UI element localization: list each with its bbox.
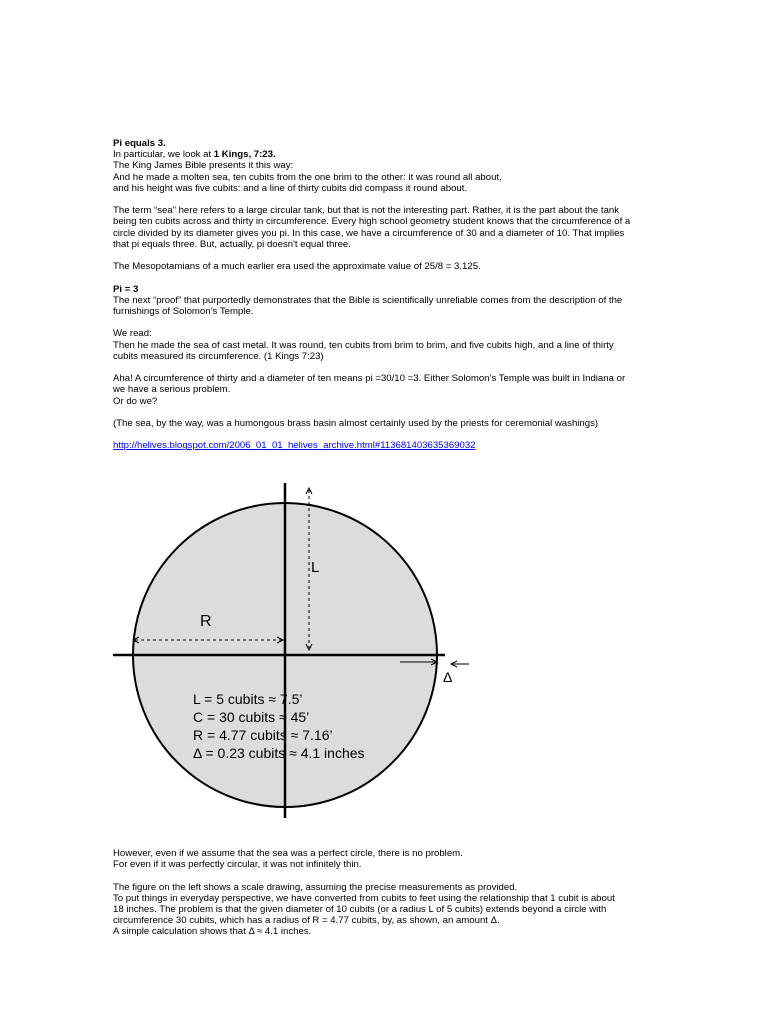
equation-R: R = 4.77 cubits ≈ 7.16’ [193,727,333,743]
intro-prefix: In particular, we look at [113,149,214,161]
source-link[interactable]: http://helives.blogspot.com/2006_01_01_helives_archive.html#113681403635369032 [113,440,476,452]
equation-C: C = 30 cubits ≈ 45’ [193,709,310,725]
equation-delta: Δ = 0.23 cubits ≈ 4.1 inches [193,745,365,761]
paragraph-line: Aha! A circumference of thirty and a diameter of ten means pi =30/10 =3. Either Solomon’s Temple was built in Indiana or [113,373,626,385]
intro-line [113,149,658,160]
equation-L: L = 5 cubits ≈ 7.5’ [193,691,303,707]
paragraph-line: Or do we? [113,395,158,407]
verse-line: And he made a molten sea, ten cubits from the one brim to the other: it was round all about, [113,171,502,183]
paragraph-line: A simple calculation shows that Δ ≈ 4.1 inches. [113,926,312,938]
paragraph-line: However, even if we assume that the sea was a perfect circle, there is no problem. [113,848,463,859]
paragraph-line: furnishings of Solomon’s Temple. [113,306,254,317]
article-bottom [113,848,658,938]
heading-pi-3: Pi = 3 [113,283,139,295]
paragraph-line: circle divided by its diameter gives you pi. In this case, we have a circumference of 30 and a diameter of 10. That implies [113,227,625,239]
we-read-line: We read: [113,328,152,340]
verse-line: and his height was five cubits: and a line of thirty cubits did compass it round about. [113,182,468,194]
circle-diagram [105,468,480,833]
paragraph-line: The next “proof” that purportedly demonstrates that the Bible is scientifically unreliable comes from the description of the [113,294,623,306]
verse-line: Then he made the sea of cast metal. It was round, ten cubits from brim to brim, and five cubits high, and a line of thirty [113,339,614,351]
paragraph-line: being ten cubits across and thirty in circumference. Every high school geometry student knows that the circumference of a [113,216,631,228]
mesopotamians-line: The Mesopotamians of a much earlier era used the approximate value of 25/8 = 3.125. [113,261,481,273]
intro-reference: 1 Kings, 7:23. [213,149,276,161]
verse-line: cubits measured its circumference. (1 Kings 7:23) [113,350,324,362]
paragraph-line: we have a serious problem. [113,384,231,396]
kjv-line: The King James Bible presents it this way: [113,160,294,172]
label-L: L [311,559,320,576]
paragraph-line: The term “sea” here refers to a large circular tank, but that is not the interesting part. Rather, it is the part about the tank [113,205,620,217]
label-delta: Δ [443,669,453,685]
paragraph-line: that pi equals three. But, actually, pi doesn't equal three. [113,238,351,250]
label-R: R [200,613,212,630]
note-line: (The sea, by the way, was a humongous brass basin almost certainly used by the priests for ceremonial washings) [113,417,599,429]
paragraph-line: The figure on the left shows a scale drawing, assuming the precise measurements as provided. [113,881,518,893]
paragraph-line: 18 inches. The problem is that the given diameter of 10 cubits (or a radius L of 5 cubits) extends beyond a circle with [113,904,607,915]
paragraph-line: For even if it was perfectly circular, it was not infinitely thin. [113,859,362,871]
paragraph-line: To put things in everyday perspective, we have converted from cubits to feet using the relationship that 1 cubit is about [113,892,615,904]
article-top [113,138,658,452]
paragraph-line: circumference 30 cubits, which has a radius of R = 4.77 cubits, by, as shown, an amount Δ. [113,915,500,927]
heading-pi-equals-3: Pi equals 3. [113,138,166,149]
